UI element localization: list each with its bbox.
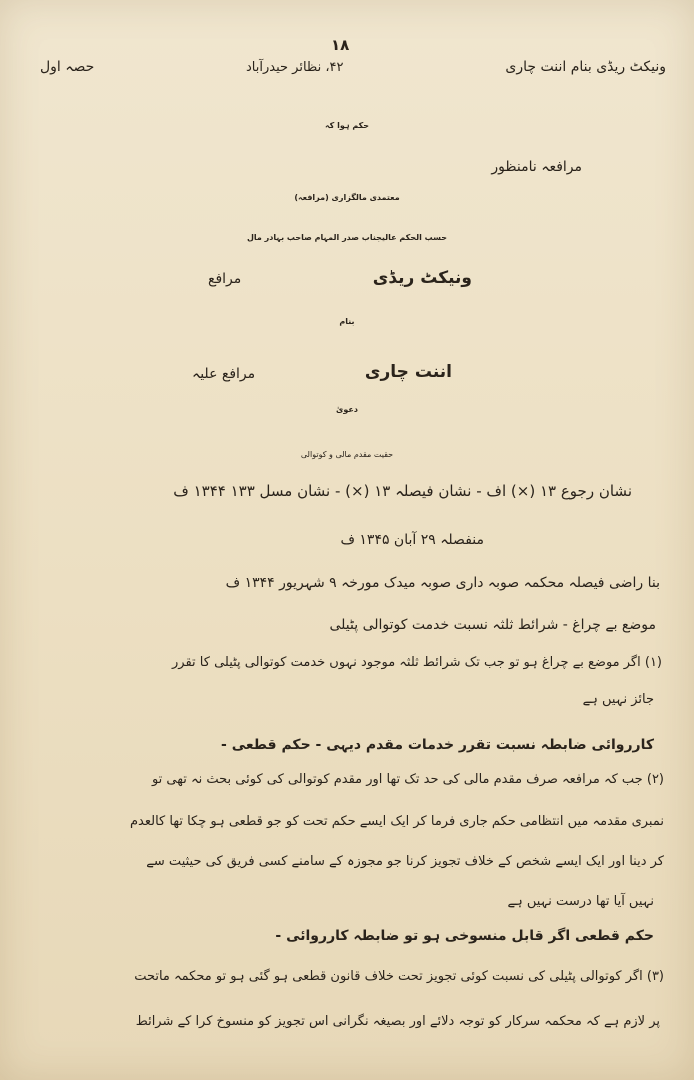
paragraph-line: کارروائی ضابطہ نسبت تقرر خدمات مقدم دیہی - حکم قطعی - xyxy=(221,737,654,753)
paragraph-line: جائز نہیں ہے xyxy=(582,692,654,707)
page-number: ۱۸ xyxy=(331,36,350,54)
authority: حسب الحکم عالیجناب صدر المہام صاحب بہادر مال xyxy=(246,233,447,242)
dawa-heading: دعویٰ xyxy=(336,405,358,414)
topic-line: موضع بے چراغ - شرائط ثلثہ نسبت خدمت کوتوالی پٹیلی xyxy=(329,617,656,633)
respondent-role: مرافع علیہ xyxy=(192,366,256,382)
case-numbers: نشان رجوع ۱۳ (×) اف - نشان فیصلہ ۱۳ (×) - نشان مسل ۱۳۳ ۱۳۴۴ ف xyxy=(173,482,632,500)
appellant-name: ونیکٹ ریڈی xyxy=(372,268,472,288)
court-type: معتمدی مالگزاری (مرافعہ) xyxy=(294,193,400,202)
appeal-status: مرافعہ نامنظور xyxy=(491,159,582,175)
decision-date: منفصلہ ۲۹ آبان ۱۳۴۵ ف xyxy=(340,532,484,548)
paragraph-line: (۲) جب کہ مرافعہ صرف مقدم مالی کی حد تک تھا اور مقدم کوتوالی کی کوئی بحث نہ تھی تو xyxy=(151,772,664,787)
citation: ۴۲، نظائر حیدرآباد xyxy=(246,60,344,75)
paragraph-line: کر دینا اور ایک ایسے شخص کے خلاف تجویز کرنا جو مجوزہ کے سامنے کسی فریق کی حیثیت سے xyxy=(146,854,664,869)
respondent-name: اننت چاری xyxy=(364,362,452,382)
paragraph-line: (۱) اگر موضع بے چراغ ہو تو جب تک شرائط ثلثہ موجود نہوں خدمت کوتوالی پٹیلی کا تقرر xyxy=(172,655,662,670)
paragraph-line: نہیں آیا تھا درست نہیں ہے xyxy=(507,894,654,909)
paragraph-line: نمبری مقدمہ میں انتظامی حکم جاری فرما کر ایک ایسے حکم تحت کو جو قطعی ہو چکا تھا کالعدم xyxy=(129,814,664,829)
versus-label: بنام xyxy=(339,317,355,326)
case-subject: حقیت مقدم مالی و کوتوالی xyxy=(300,450,394,459)
appellant-role: مرافع xyxy=(208,271,242,287)
paragraph-line: حکم قطعی اگر قابل منسوخی ہو تو ضابطہ کارروائی - xyxy=(275,928,654,944)
running-title: ونیکٹ ریڈی بنام اننت چاری xyxy=(505,59,666,75)
basis-line: بنا راضی فیصلہ محکمہ صوبہ داری صوبہ میدک مورخہ ۹ شہریور ۱۳۴۴ ف xyxy=(225,575,660,591)
order-heading: حکم ہوا کہ xyxy=(324,121,370,130)
section-label: حصہ اول xyxy=(40,59,95,75)
paragraph-line: پر لازم ہے کہ محکمہ سرکار کو توجہ دلائے اور بصیغہ نگرانی اس تجویز کو منسوخ کرا کے شرائط xyxy=(135,1014,660,1029)
paragraph-line: (۳) اگر کوتوالی پٹیلی کی نسبت کوئی تجویز تحت خلاف قانون قطعی ہو گئی ہو تو محکمہ ماتحت xyxy=(134,969,664,984)
